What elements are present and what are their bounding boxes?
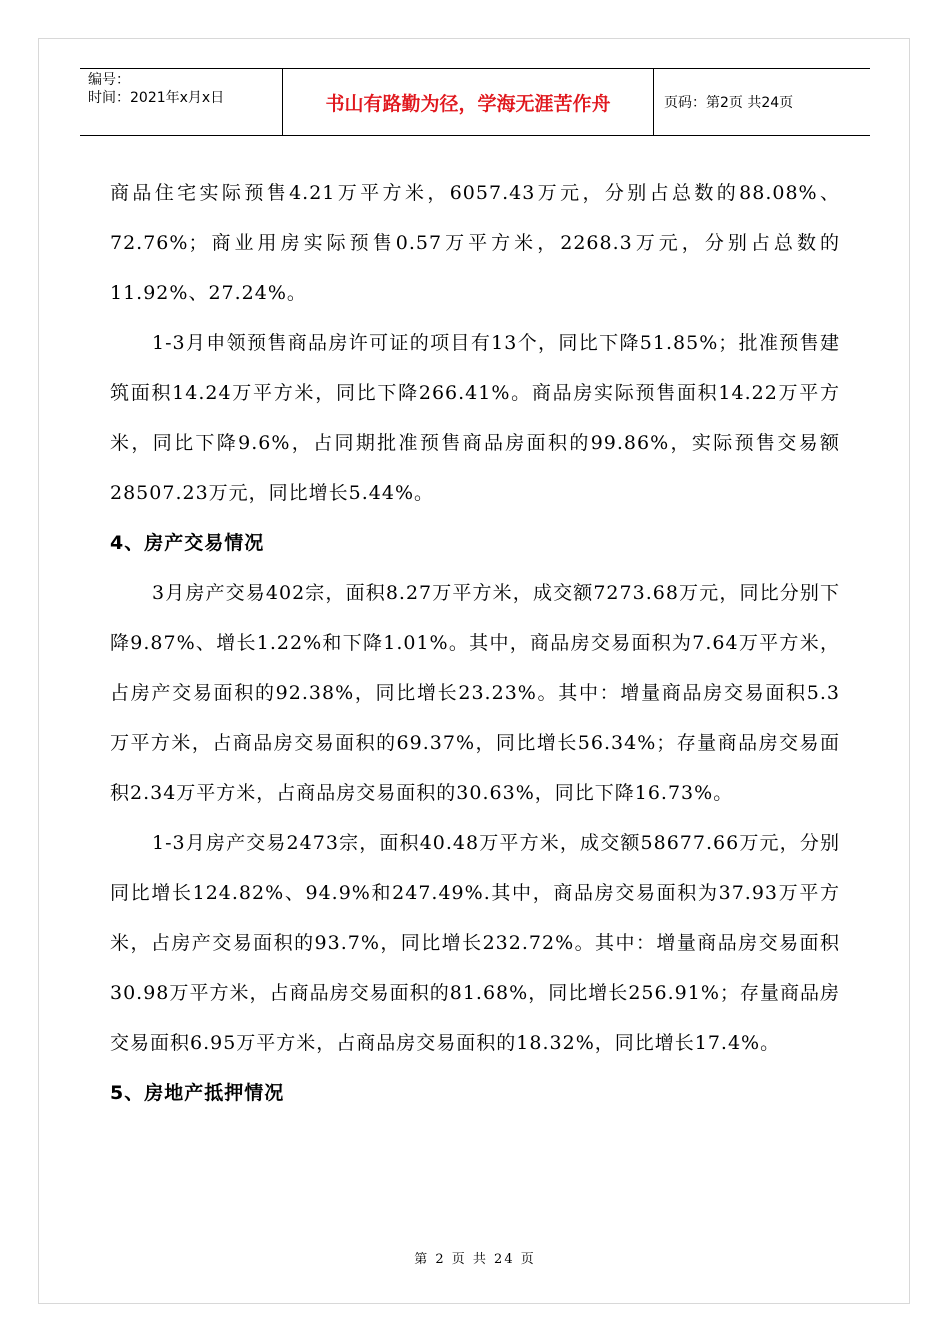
section-heading-property-transactions: 4、房产交易情况 <box>110 532 265 554</box>
header-motto: 书山有路勤为径，学海无涯苦作舟 <box>282 69 654 135</box>
header-page-code: 页码：第2页 共24页 <box>664 95 794 111</box>
document-time-label: 时间：2021年x月x日 <box>88 90 225 106</box>
page-footer: 第 2 页 共 24 页 <box>414 1252 536 1267</box>
section-heading-mortgage: 5、房地产抵押情况 <box>110 1082 285 1104</box>
header-left <box>80 69 282 135</box>
paragraph-presale-breakdown: 商品住宅实际预售4.21万平方米，6057.43万元，分别占总数的88.08%、72.76%；商业用房实际预售0.57万平方米，2268.3万元，分别占总数的11.92%、27.24%。 <box>110 182 840 304</box>
page-header <box>80 68 870 136</box>
paragraph-q1-transactions: 1-3月房产交易2473宗，面积40.48万平方米，成交额58677.66万元，分别同比增长124.82%、94.9%和247.49%.其中，商品房交易面积为37.93万平方米，占房产交易面积的93.7%，同比增长232.72%。其中：增量商品房交易面积30.98万平方米，占商品房交易面积的81.68%，同比增长256.91%；存量商品房交易面积6.95万平方米，占商品房交易面积的18.32%，同比增长17.4%。 <box>110 832 840 1054</box>
paragraph-march-transactions: 3月房产交易402宗，面积8.27万平方米，成交额7273.68万元，同比分别下降9.87%、增长1.22%和下降1.01%。其中，商品房交易面积为7.64万平方米，占房产交易面积的92.38%，同比增长23.23%。其中：增量商品房交易面积5.3万平方米，占商品房交易面积的69.37%，同比增长56.34%；存量商品房交易面积2.34万平方米，占商品房交易面积的30.63%，同比下降16.73%。 <box>110 582 840 804</box>
document-body <box>110 168 840 1118</box>
document-number-label: 编号： <box>88 72 130 88</box>
paragraph-presale-permits: 1-3月申领预售商品房许可证的项目有13个，同比下降51.85%；批准预售建筑面积14.24万平方米，同比下降266.41%。商品房实际预售面积14.22万平方米，同比下降9.6%，占同期批准预售商品房面积的99.86%，实际预售交易额28507.23万元，同比增长5.44%。 <box>110 332 840 504</box>
